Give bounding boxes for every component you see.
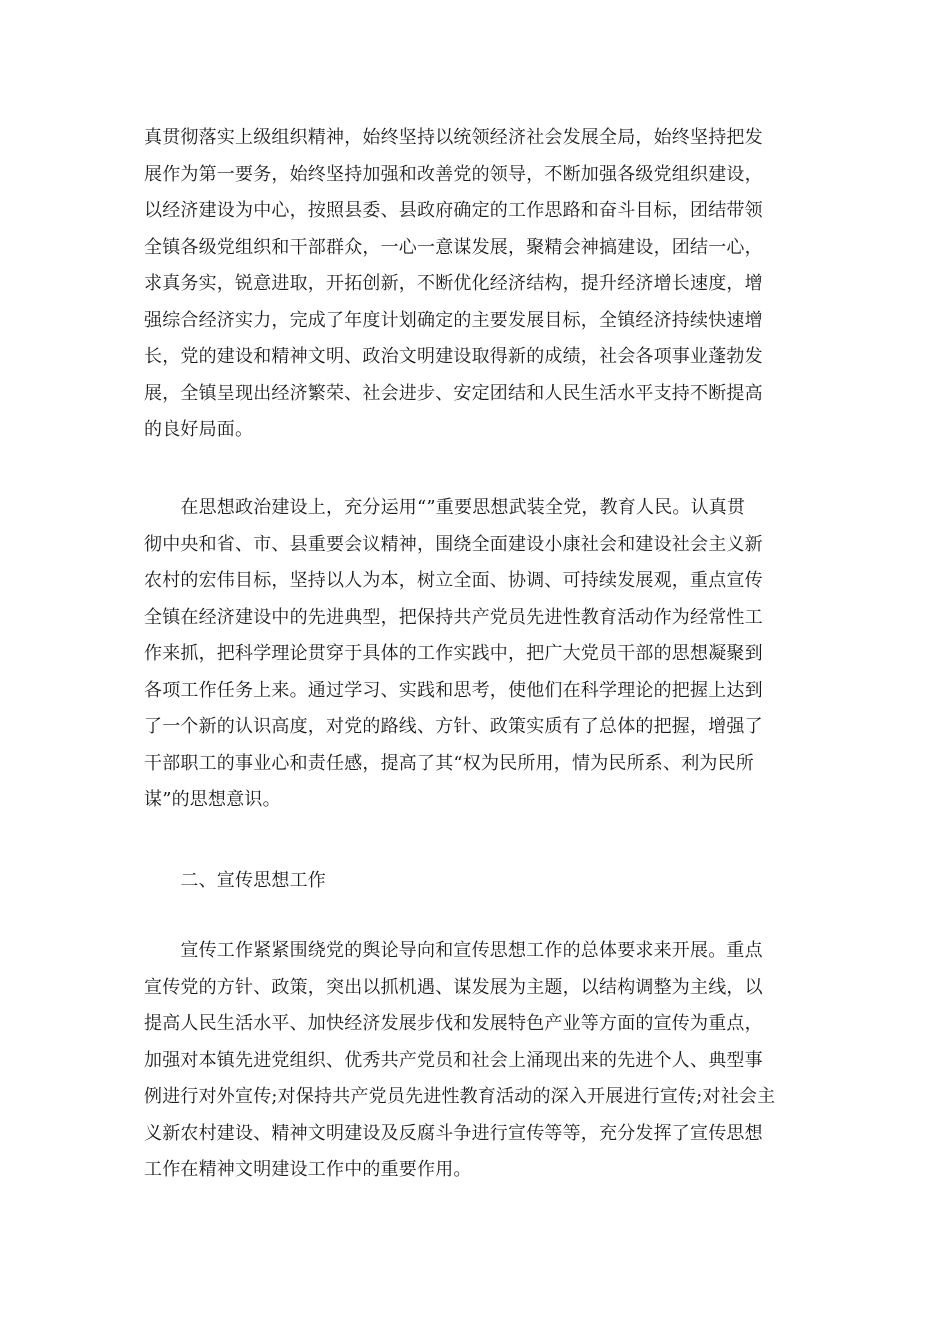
paragraph-line: 作来抓，把科学理论贯穿于具体的工作实践中，把广大党员干部的思想凝聚到 (144, 643, 763, 664)
paragraph-party-building-summary (144, 120, 809, 449)
paragraph-propaganda-work (144, 933, 809, 1189)
section-heading (144, 863, 809, 900)
paragraph-line: 提高人民生活水平、加快经济发展步伐和发展特色产业等方面的宣传为重点， (144, 1013, 763, 1034)
paragraph-line: 长，党的建设和精神文明、政治文明建设取得新的成绩，社会各项事业蓬勃发 (144, 346, 763, 367)
paragraph-line: 全镇在经济建设中的先进典型，把保持共产党员先进性教育活动作为经常性工 (144, 606, 763, 628)
paragraph-line: 宣传党的方针、政策，突出以抓机遇、谋发展为主题，以结构调整为主线，以 (144, 976, 763, 998)
section-heading-text: 二、宣传思想工作 (144, 870, 326, 891)
paragraph-line: 彻中央和省、市、县重要会议精神，围绕全面建设小康社会和建设社会主义新 (144, 533, 763, 555)
paragraph-line: 展作为第一要务，始终坚持加强和改善党的领导，不断加强各级党组织建设， (144, 163, 763, 185)
paragraph-line: 求真务实，锐意进取，开拓创新，不断优化经济结构，提升经济增长速度，增 (144, 273, 763, 294)
paragraph-line: 谋”的思想意识。 (144, 789, 281, 810)
paragraph-line: 干部职工的事业心和责任感，提高了其“权为民所用，情为民所系、利为民所 (144, 752, 754, 774)
paragraph-line: 义新农村建设、精神文明建设及反腐斗争进行宣传等等，充分发挥了宣传思想 (144, 1122, 763, 1144)
paragraph-line: 加强对本镇先进党组织、优秀共产党员和社会上涌现出来的先进个人、典型事 (144, 1049, 763, 1071)
paragraph-line: 以经济建设为中心，按照县委、县政府确定的工作思路和奋斗目标，团结带领 (144, 200, 763, 221)
paragraph-line: 了一个新的认识高度，对党的路线、方针、政策实质有了总体的把握，增强了 (144, 716, 763, 737)
paragraph-line: 宣传工作紧紧围绕党的舆论导向和宣传思想工作的总体要求来开展。重点 (144, 940, 763, 961)
paragraph-line: 展，全镇呈现出经济繁荣、社会进步、安定团结和人民生活水平支持不断提高 (144, 382, 763, 404)
paragraph-line: 在思想政治建设上，充分运用“”重要思想武装全党，教育人民。认真贯 (144, 497, 746, 518)
paragraph-line: 强综合经济实力，完成了年度计划确定的主要发展目标，全镇经济持续快速增 (144, 309, 763, 331)
paragraph-line: 例进行对外宣传;对保持共产党员先进性教育活动的深入开展进行宣传;对社会主 (144, 1086, 776, 1107)
paragraph-line: 农村的宏伟目标，坚持以人为本，树立全面、协调、可持续发展观，重点宣传 (144, 570, 763, 591)
paragraph-line: 真贯彻落实上级组织精神，始终坚持以统领经济社会发展全局，始终坚持把发 (144, 127, 763, 148)
paragraph-ideological-building (144, 490, 809, 819)
paragraph-line: 的良好局面。 (144, 419, 254, 440)
paragraph-line: 全镇各级党组织和干部群众，一心一意谋发展，聚精会神搞建设，团结一心， (144, 236, 763, 258)
paragraph-line: 各项工作任务上来。通过学习、实践和思考，使他们在科学理论的把握上达到 (144, 679, 763, 701)
paragraph-line: 工作在精神文明建设工作中的重要作用。 (144, 1159, 472, 1180)
